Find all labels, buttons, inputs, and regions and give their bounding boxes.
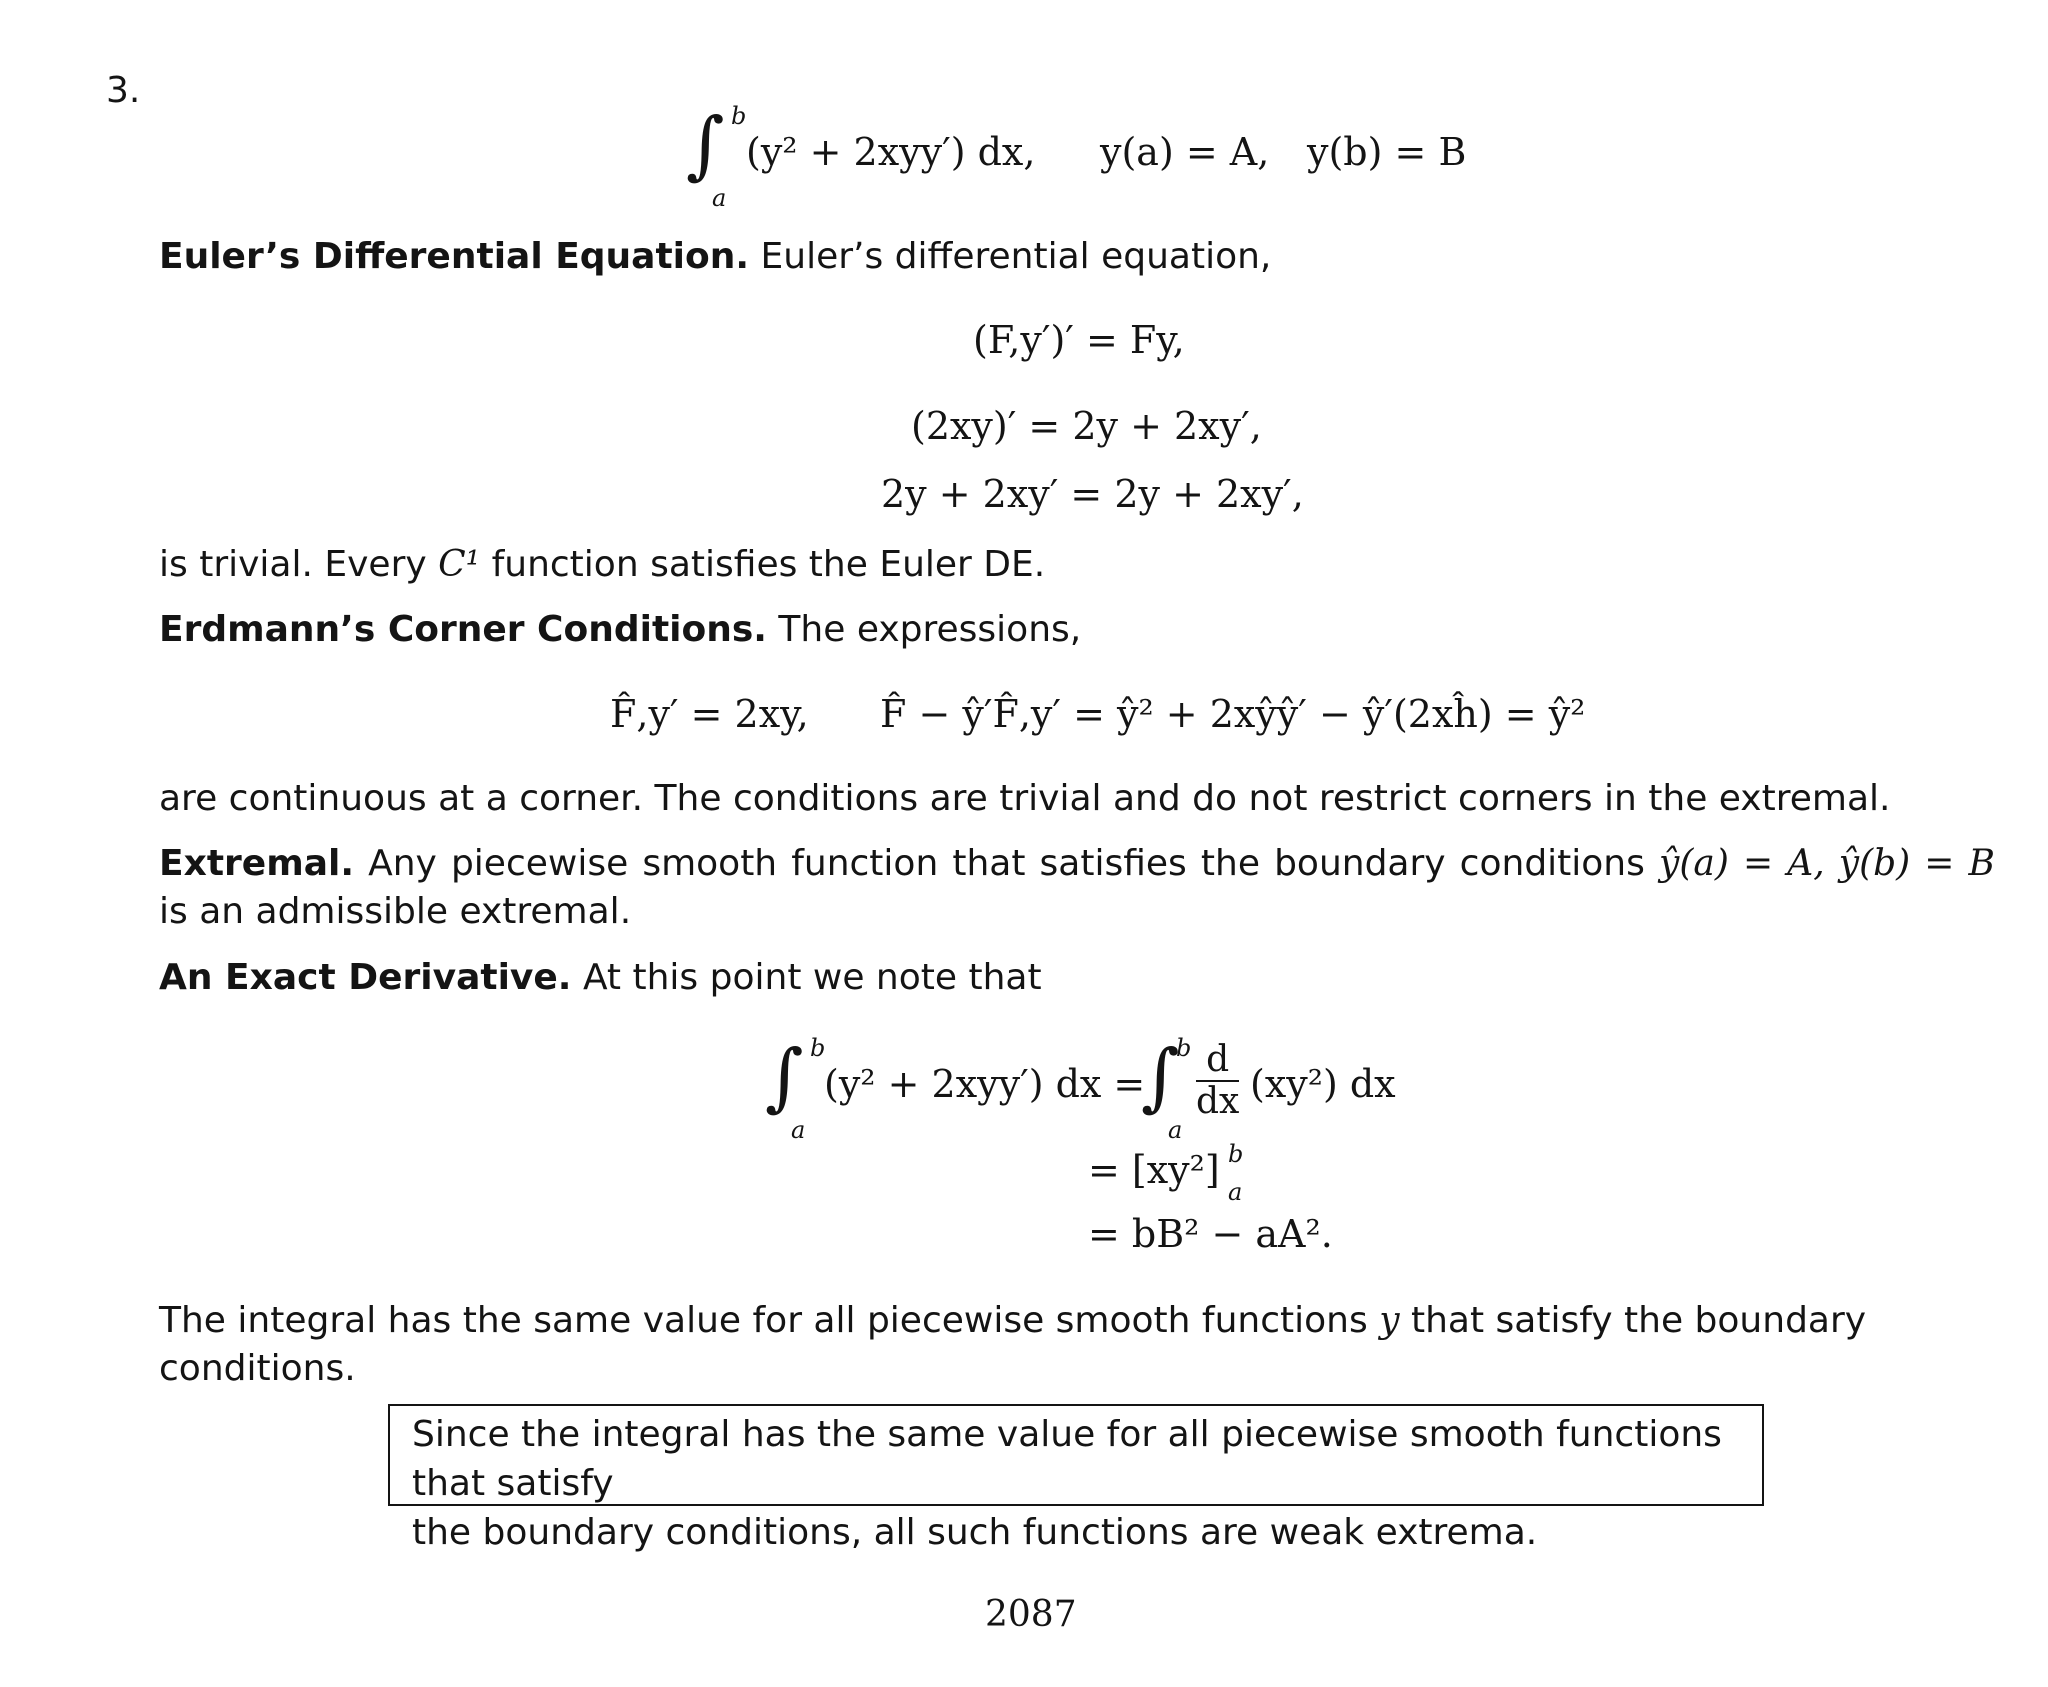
integrand: (y² + 2xyy′) dx, [746,130,1036,174]
erdmann-expression-1: F̂,y′ = 2xy, [610,692,809,736]
lhs-integrand: (y² + 2xyy′) dx = [824,1062,1146,1106]
problem-number: 3. [106,70,141,111]
euler-conclusion [159,541,1995,589]
integral-conclusion-var: y [1379,1300,1400,1341]
integral-lower-limit: a [712,184,727,212]
extremal-heading: Extremal. [159,843,355,884]
rhs-upper-limit: b [1176,1034,1192,1062]
euler-paragraph [159,233,1995,281]
boundary-condition-b: y(b) = B [1307,130,1467,174]
rhs-integrand: (xy²) dx [1250,1062,1396,1106]
erdmann-intro: The expressions, [778,609,1082,650]
erdmann-heading: Erdmann’s Corner Conditions. [159,609,767,650]
c1-symbol: C¹ [438,544,481,585]
erdmann-expression-2: F̂ − ŷ′F̂,y′ = ŷ² + 2xŷŷ′ − ŷ′(2xĥ) = ŷ² [880,692,1586,736]
euler-heading: Euler’s Differential Equation. [159,236,750,277]
integral-conclusion-post: that satisfy the boundary conditions. [159,1300,1867,1389]
extremal-text-pre: Any piecewise smooth function that satisfies the boundary conditions [368,843,1645,884]
bracket-lower-limit: a [1228,1178,1243,1206]
boxed-conclusion-line1: Since the integral has the same value for all piecewise smooth functions that satisfy [412,1414,1722,1504]
euler-equation-general: (F,y′)′ = Fy, [973,318,1185,362]
page-number: 2087 [985,1594,1077,1635]
extremal-text-post: is an admissible extremal. [159,891,632,932]
euler-equation-step1: (2xy)′ = 2y + 2xy′, [911,404,1262,448]
erdmann-paragraph [159,606,1995,654]
lhs-upper-limit: b [810,1034,826,1062]
boundary-condition-a: y(a) = A, [1100,130,1270,174]
exact-derivative-intro: At this point we note that [582,957,1042,998]
rhs-integral-sign: ∫ [1141,1034,1180,1120]
erdmann-conclusion: are continuous at a corner. The conditions are trivial and do not restrict corners in the extremal. [159,778,1891,819]
euler-conclusion-post: function satisfies the Euler DE. [491,544,1046,585]
integral-conclusion-pre: The integral has the same value for all piecewise smooth functions [159,1300,1368,1341]
euler-conclusion-pre: is trivial. Every [159,544,427,585]
evaluation-bracket: = [xy²] [1088,1148,1220,1192]
exact-derivative-paragraph [159,954,1995,1002]
boxed-conclusion-line2: the boundary conditions, all such functions are weak extrema. [412,1512,1538,1553]
fraction-numerator: d [1196,1040,1239,1082]
integral-sign: ∫ [686,102,725,188]
derivative-fraction [1196,1040,1239,1122]
lhs-lower-limit: a [791,1116,806,1144]
euler-intro: Euler’s differential equation, [760,236,1272,277]
rhs-lower-limit: a [1168,1116,1183,1144]
extremal-boundary-conditions: ŷ(a) = A, ŷ(b) = B [1658,843,1995,884]
integral-conclusion [159,1297,1995,1393]
exact-derivative-heading: An Exact Derivative. [159,957,572,998]
integral-upper-limit: b [731,102,747,130]
lhs-integral-sign: ∫ [765,1034,804,1120]
boxed-conclusion [388,1404,1764,1553]
euler-equation-step2: 2y + 2xy′ = 2y + 2xy′, [881,472,1304,516]
final-value: = bB² − aA². [1088,1212,1333,1256]
bracket-upper-limit: b [1228,1140,1244,1168]
fraction-denominator: dx [1196,1081,1240,1122]
extremal-paragraph [159,840,1995,936]
